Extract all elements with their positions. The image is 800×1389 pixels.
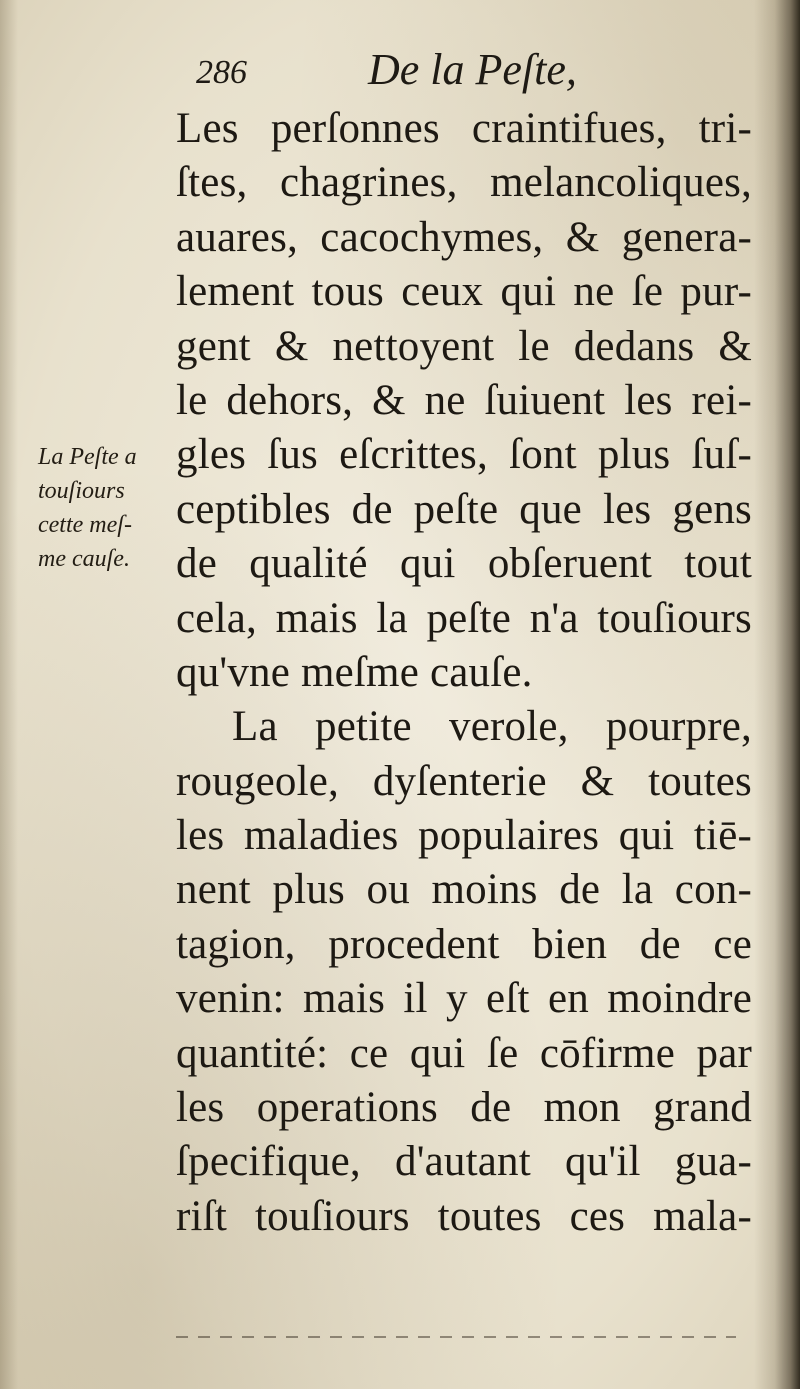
text-line: nent plus ou moins de la con- — [176, 866, 752, 914]
running-title: De la Peſte, — [368, 45, 577, 94]
page-number: 286 — [196, 54, 247, 91]
marginal-note-line: me cauſe. — [38, 546, 130, 572]
text-line: Les perſonnes craintifues, tri- — [176, 105, 752, 152]
marginal-note-line: cette meſ- — [38, 512, 132, 538]
text-line: de qualité qui obſeruent tout — [176, 540, 752, 588]
text-line-paragraph-start: La petite verole, pourpre, — [232, 703, 752, 751]
text-line: rougeole, dyſenterie & toutes — [176, 757, 752, 805]
text-line-paragraph-end: qu'vne meſme cauſe. — [176, 648, 533, 696]
text-line: venin: mais il y eſt en moindre — [176, 975, 752, 1023]
text-line: ceptibles de peſte que les gens — [176, 485, 752, 533]
text-line: les maladies populaires qui tiē- — [176, 812, 752, 860]
body-text — [176, 102, 752, 1244]
text-line: riſt touſiours toutes ces mala- — [176, 1192, 752, 1240]
text-line: gles ſus eſcrittes, ſont plus ſuſ- — [176, 431, 752, 479]
text-line: ſtes, chagrines, melancoliques, — [176, 159, 752, 207]
text-line: lement tous ceux qui ne ſe pur- — [176, 268, 752, 316]
text-line: tagion, procedent bien de ce — [176, 920, 752, 968]
text-line: auares, cacochymes, & genera- — [176, 213, 752, 261]
text-line: quantité: ce qui ſe cōfirme par — [176, 1029, 752, 1077]
page-edge-shadow — [0, 0, 18, 1389]
gutter-shadow — [754, 0, 800, 1389]
running-head — [196, 44, 616, 100]
bottom-rule — [176, 1336, 736, 1338]
text-line: gent & nettoyent le dedans & — [176, 322, 752, 370]
text-line: ſpecifique, d'autant qu'il gua- — [176, 1138, 752, 1186]
text-line: cela, mais la peſte n'a touſiours — [176, 594, 752, 642]
marginal-note-line: touſiours — [38, 478, 125, 504]
marginal-note-line: La Peſte a — [38, 444, 137, 470]
text-line: le dehors, & ne ſuiuent les rei- — [176, 376, 752, 424]
text-line: les operations de mon grand — [176, 1084, 752, 1132]
marginal-note — [38, 440, 178, 576]
